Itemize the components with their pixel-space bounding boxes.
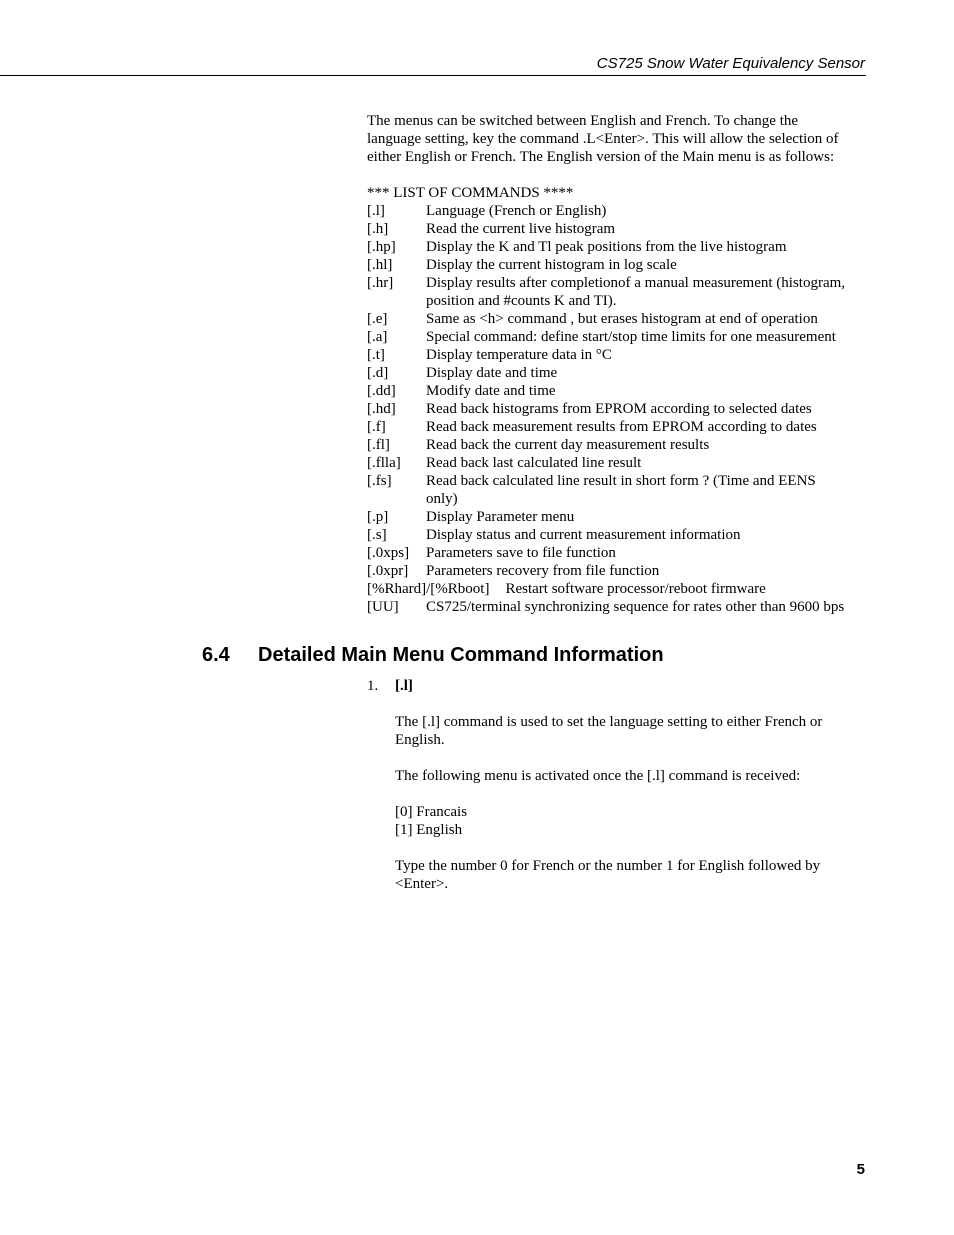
command-rows [367, 202, 867, 616]
command-description-line: Read back measurement results from EPROM according to dates [426, 419, 817, 435]
command-description [426, 598, 867, 616]
command-description [426, 238, 867, 256]
command-key: [.dd] [367, 383, 396, 399]
menu-option: [1] English [395, 822, 463, 838]
command-description-line: Display the K and Tl peak positions from the live histogram [426, 239, 787, 255]
section-heading [202, 642, 664, 668]
command-row [367, 256, 867, 274]
command-row [367, 436, 867, 454]
item-title: [.l] [395, 678, 413, 694]
command-description [505, 580, 867, 598]
command-row [367, 274, 867, 310]
intro-line: The menus can be switched between English and French. To change the [367, 113, 799, 129]
item-paragraph-line: The [.l] command is used to set the language setting to either French or [395, 714, 823, 730]
menu-option: [0] Francais [395, 804, 468, 820]
command-key: [.d] [367, 365, 389, 381]
section-number: 6.4 [202, 644, 230, 666]
command-row [367, 562, 867, 580]
command-key: [.h] [367, 221, 389, 237]
intro-paragraph [367, 112, 867, 166]
command-description [426, 508, 867, 526]
command-description [426, 454, 867, 472]
command-row [367, 454, 867, 472]
command-description [426, 328, 867, 346]
command-description-line: Restart software processor/reboot firmware [505, 581, 766, 597]
command-description-line: only) [426, 491, 458, 507]
command-description [426, 310, 867, 328]
intro-line: language setting, key the command .L<Enter>. This will allow the selection of [367, 131, 839, 147]
command-row [367, 310, 867, 328]
command-row [367, 580, 867, 598]
command-description [426, 472, 867, 508]
command-row [367, 238, 867, 256]
numbered-item-heading [367, 677, 413, 695]
item-paragraph-line: Type the number 0 for French or the number 1 for English followed by [395, 858, 821, 874]
command-description [426, 274, 867, 310]
command-description-line: Display results after completionof a manual measurement (histogram, [426, 275, 846, 291]
item-paragraph-line: English. [395, 732, 445, 748]
command-key: [.a] [367, 329, 388, 345]
page-number: 5 [856, 1161, 865, 1178]
command-list-heading: *** LIST OF COMMANDS **** [367, 185, 574, 201]
command-description [426, 436, 867, 454]
command-key: [.hl] [367, 257, 393, 273]
command-description [426, 382, 867, 400]
command-description [426, 346, 867, 364]
section-title: Detailed Main Menu Command Information [258, 644, 664, 666]
command-description [426, 526, 867, 544]
command-description-line: Read back last calculated line result [426, 455, 642, 471]
command-description-line: Same as <h> command , but erases histogram at end of operation [426, 311, 818, 327]
command-description [426, 562, 867, 580]
command-row [367, 220, 867, 238]
command-key: [.fl] [367, 437, 390, 453]
command-description-line: Modify date and time [426, 383, 556, 399]
command-row [367, 346, 867, 364]
command-key: [.fs] [367, 473, 392, 489]
command-description-line: Parameters recovery from file function [426, 563, 660, 579]
command-key: [%Rhard]/[%Rboot] [367, 581, 490, 597]
header-rule [0, 75, 866, 76]
item-paragraph: The following menu is activated once the [.l] command is received: [395, 768, 801, 784]
command-row [367, 544, 867, 562]
command-list [367, 184, 867, 616]
intro-line: either English or French. The English version of the Main menu is as follows: [367, 149, 835, 165]
command-description-line: Language (French or English) [426, 203, 607, 219]
command-key: [.s] [367, 527, 387, 543]
command-description [426, 364, 867, 382]
command-key: [.0xpr] [367, 563, 409, 579]
command-row [367, 418, 867, 436]
command-description [426, 256, 867, 274]
command-description-line: Parameters save to file function [426, 545, 616, 561]
command-key: [.flla] [367, 455, 401, 471]
command-key: [.t] [367, 347, 385, 363]
command-description-line: Read back histograms from EPROM according to selected dates [426, 401, 812, 417]
command-description-line: Display Parameter menu [426, 509, 575, 525]
command-description [426, 220, 867, 238]
running-header-title: CS725 Snow Water Equivalency Sensor [596, 55, 865, 72]
command-row [367, 202, 867, 220]
command-description [426, 202, 867, 220]
command-description-line: Special command: define start/stop time limits for one measurement [426, 329, 836, 345]
command-row [367, 328, 867, 346]
command-key: [.hd] [367, 401, 396, 417]
command-key: [.l] [367, 203, 385, 219]
command-key: [.0xps] [367, 545, 410, 561]
command-key: [UU] [367, 599, 399, 615]
command-description [426, 418, 867, 436]
command-key: [.f] [367, 419, 386, 435]
command-description-line: Read the current live histogram [426, 221, 616, 237]
command-row [367, 526, 867, 544]
command-key: [.hr] [367, 275, 394, 291]
command-description [426, 544, 867, 562]
command-description-line: Display the current histogram in log scale [426, 257, 677, 273]
command-key: [.p] [367, 509, 389, 525]
command-description-line: Read back the current day measurement results [426, 437, 710, 453]
command-row [367, 400, 867, 418]
item-body [395, 713, 865, 893]
command-key: [.e] [367, 311, 388, 327]
command-row [367, 508, 867, 526]
command-description-line: Display status and current measurement information [426, 527, 741, 543]
command-description-line: Read back calculated line result in short form ? (Time and EENS [426, 473, 816, 489]
command-row [367, 472, 867, 508]
command-description-line: CS725/terminal synchronizing sequence for rates other than 9600 bps [426, 599, 845, 615]
command-row [367, 364, 867, 382]
command-row [367, 598, 867, 616]
command-row [367, 382, 867, 400]
command-key: [.hp] [367, 239, 396, 255]
item-paragraph-line: <Enter>. [395, 876, 449, 892]
command-description-line: Display date and time [426, 365, 558, 381]
command-description-line: Display temperature data in °C [426, 347, 612, 363]
command-description [426, 400, 867, 418]
item-number: 1. [367, 678, 379, 694]
command-description-line: position and #counts K and TI). [426, 293, 617, 309]
